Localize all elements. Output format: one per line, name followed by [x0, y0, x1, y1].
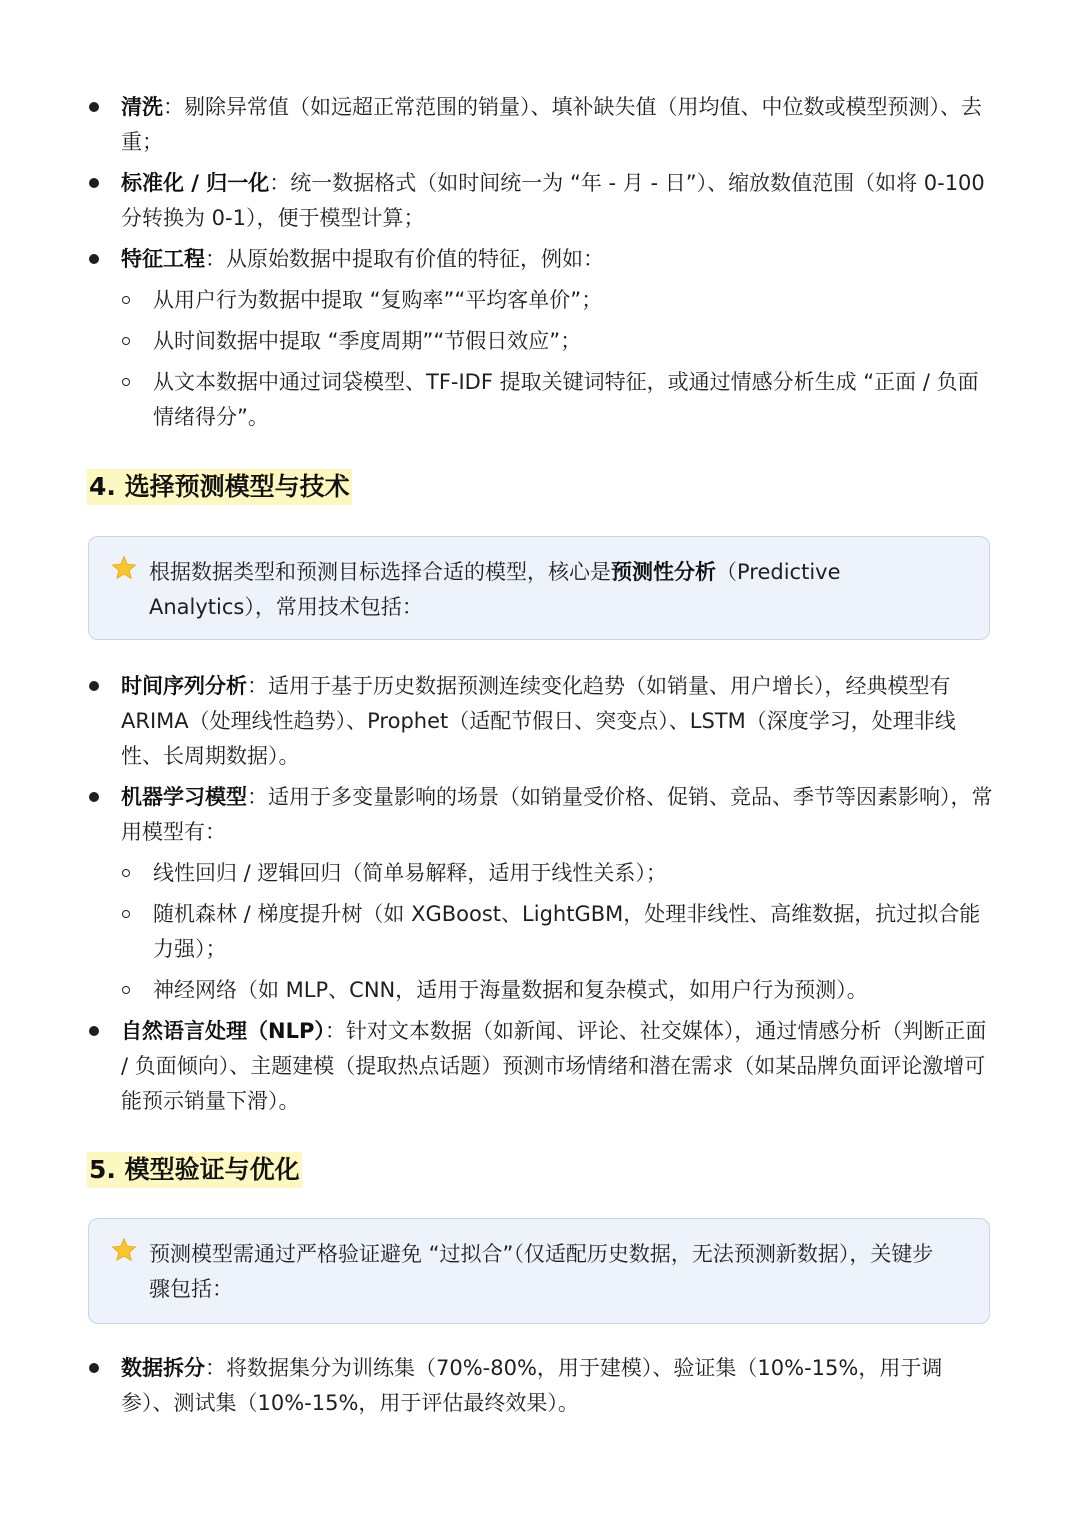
text-data-split: ：将数据集分为训练集（70%-80%，用于建模）、验证集（10%-15%，用于调参）、测试集（10%-15%，用于评估最终效果）。 — [121, 1356, 943, 1415]
note-bold: 预测性分析 — [611, 560, 716, 584]
bullet-dot — [89, 254, 99, 264]
sub-item — [0, 283, 1080, 318]
term-clean: 清洗 — [121, 95, 163, 119]
bullet-dot — [89, 102, 99, 112]
sub-bullet-circle — [122, 296, 130, 304]
text-feature: ：从原始数据中提取有价值的特征，例如： — [205, 247, 604, 271]
term-data-split: 数据拆分 — [121, 1356, 205, 1380]
sub-bullet-circle — [122, 869, 130, 877]
text-time-series: ：适用于基于历史数据预测连续变化趋势（如销量、用户增长），经典模型有 ARIMA（处理线性趋势）、Prophet（适配节假日、突变点）、LSTM（深度学习，处理非线性、长周期数据）。 — [121, 674, 956, 768]
bullet-dot — [89, 792, 99, 802]
preprocess-list — [0, 90, 1080, 441]
sub-item — [0, 365, 1080, 435]
sub-item-text: 神经网络（如 MLP、CNN，适用于海量数据和复杂模式，如用户行为预测）。 — [153, 978, 868, 1002]
section-4-heading: 4. 选择预测模型与技术 — [87, 469, 352, 505]
term-time-series: 时间序列分析 — [121, 674, 247, 698]
sub-item — [0, 973, 1080, 1008]
list-item-clean — [0, 90, 1080, 160]
bullet-dot — [89, 1363, 99, 1373]
validation-list — [0, 1351, 1080, 1427]
text-ml: ：适用于多变量影响的场景（如销量受价格、促销、竞品、季节等因素影响），常用模型有： — [121, 785, 993, 844]
section-4-note — [88, 536, 990, 640]
sub-bullet-circle — [122, 337, 130, 345]
bullet-dot — [89, 1026, 99, 1036]
sub-bullet-circle — [122, 910, 130, 918]
term-nlp: 自然语言处理（NLP） — [121, 1019, 325, 1043]
star-icon — [111, 1237, 137, 1263]
section-5-note — [88, 1218, 990, 1324]
sub-item — [0, 324, 1080, 359]
section-5-heading: 5. 模型验证与优化 — [87, 1152, 302, 1188]
list-item-normalize — [0, 166, 1080, 236]
sub-bullet-circle — [122, 986, 130, 994]
star-icon — [111, 555, 137, 581]
term-normalize: 标准化 / 归一化 — [121, 171, 270, 195]
note-text-end: （Predictive Analytics），常用技术包括： — [149, 560, 841, 619]
sub-item-text: 从文本数据中通过词袋模型、TF-IDF 提取关键词特征，或通过情感分析生成 “正面 / 负面情绪得分”。 — [153, 370, 979, 429]
model-list — [0, 669, 1080, 1125]
bullet-dot — [89, 681, 99, 691]
term-feature: 特征工程 — [121, 247, 205, 271]
sub-item — [0, 897, 1080, 967]
sub-item-text: 线性回归 / 逻辑回归（简单易解释，适用于线性关系）； — [153, 861, 667, 885]
sub-item — [0, 856, 1080, 891]
sub-bullet-circle — [122, 378, 130, 386]
list-item-time-series — [0, 669, 1080, 774]
sub-item-text: 从时间数据中提取 “季度周期”“节假日效应”； — [153, 329, 582, 353]
note-text: 根据数据类型和预测目标选择合适的模型，核心是 — [149, 560, 611, 584]
note-text: 预测模型需通过严格验证避免 “过拟合”（仅适配历史数据，无法预测新数据），关键步骤包括： — [149, 1242, 934, 1301]
list-item-data-split — [0, 1351, 1080, 1421]
list-item-feature — [0, 242, 1080, 277]
sub-item-text: 随机森林 / 梯度提升树（如 XGBoost、LightGBM，处理非线性、高维数据，抗过拟合能力强）； — [153, 902, 981, 961]
bullet-dot — [89, 178, 99, 188]
list-item-nlp — [0, 1014, 1080, 1119]
text-nlp: ：针对文本数据（如新闻、评论、社交媒体），通过情感分析（判断正面 / 负面倾向）、主题建模（提取热点话题）预测市场情绪和潜在需求（如某品牌负面评论激增可能预示销量下滑）。 — [121, 1019, 987, 1113]
text-clean: ：剔除异常值（如远超正常范围的销量）、填补缺失值（用均值、中位数或模型预测）、去重； — [121, 95, 982, 154]
term-ml: 机器学习模型 — [121, 785, 247, 809]
text-normalize: ：统一数据格式（如时间统一为 “年 - 月 - 日”）、缩放数值范围（如将 0-100 分转换为 0-1），便于模型计算； — [121, 171, 985, 230]
list-item-ml — [0, 780, 1080, 850]
sub-item-text: 从用户行为数据中提取 “复购率”“平均客单价”； — [153, 288, 603, 312]
